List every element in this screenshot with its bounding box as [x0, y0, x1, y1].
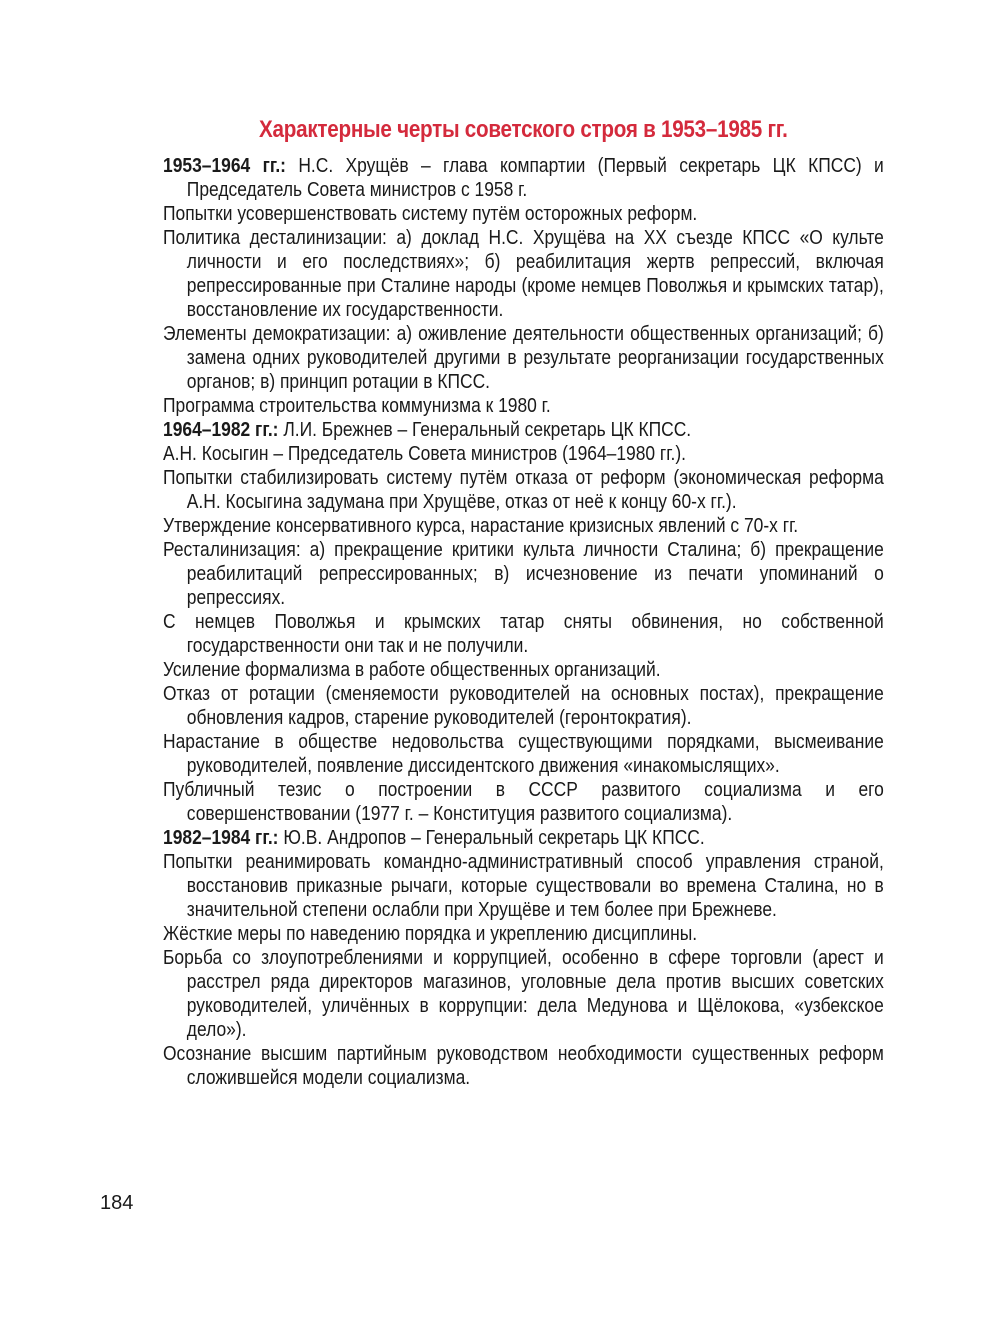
paragraph	[163, 394, 884, 418]
paragraph-text: Отказ от ротации (сменяемости руководителей на основных постах), прекращение обновления кадров, старение руководителей (геронтократия).	[163, 682, 884, 729]
paragraph	[163, 538, 884, 610]
paragraph-text: Ю.В. Андропов – Генеральный секретарь ЦК КПСС.	[278, 826, 705, 849]
paragraph-text: Публичный тезис о построении в СССР развитого социализма и его совершенствовании (1977 г. – Конституция развитого социализма).	[163, 778, 884, 825]
period-label: 1964–1982 гг.:	[163, 418, 279, 441]
paragraph-text: С немцев Поволжья и крымских татар сняты обвинения, но собственной государственности они так и не получили.	[163, 610, 884, 657]
paragraph-text: Попытки стабилизировать систему путём отказа от реформ (экономическая реформа А.Н. Косыгина задумана при Хрущёве, отказ от неё к концу 60-х гг.).	[163, 466, 884, 513]
paragraph	[163, 730, 884, 778]
period-label: 1982–1984 гг.:	[163, 826, 279, 849]
document-body	[163, 154, 884, 1090]
paragraph-text: Жёсткие меры по наведению порядка и укреплению дисциплины.	[163, 922, 698, 945]
period-label: 1953–1964 гг.:	[163, 154, 286, 177]
paragraph	[163, 418, 884, 442]
paragraph-text: Попытки усовершенствовать систему путём осторожных реформ.	[163, 202, 698, 225]
paragraph-text: Утверждение консервативного курса, нарастание кризисных явлений с 70-х гг.	[163, 514, 799, 537]
paragraph-text: А.Н. Косыгин – Председатель Совета министров (1964–1980 гг.).	[163, 442, 687, 465]
paragraph	[163, 322, 884, 394]
paragraph-text: Политика десталинизации: а) доклад Н.С. Хрущёва на XX съезде КПСС «О культе личности и его последствиях»; б) реабилитация жертв репрессий, включая репрессированные при Сталине народы (кроме немцев Поволжья и крымских татар), восстановление их государственности.	[163, 226, 884, 321]
paragraph	[163, 850, 884, 922]
paragraph-text: Л.И. Брежнев – Генеральный секретарь ЦК КПСС.	[278, 418, 692, 441]
paragraph	[163, 610, 884, 658]
paragraph-text: Нарастание в обществе недовольства существующими порядками, высмеивание руководителей, появление диссидентского движения «инакомыслящих».	[163, 730, 884, 777]
paragraph	[163, 202, 884, 226]
page-title-text: Характерные черты советского строя в 1953–1985 гг.	[259, 116, 788, 143]
paragraph-text: Попытки реанимировать командно-административный способ управления страной, восстановив приказные рычаги, которые существовали во времена Сталина, но в значительной степени ослабли при Хрущёве и тем более при Брежневе.	[163, 850, 884, 921]
paragraph	[163, 826, 884, 850]
page-title	[163, 116, 884, 144]
paragraph-text: Ресталинизация: а) прекращение критики культа личности Сталина; б) прекращение реабилитаций репрессированных; в) исчезновение из печати упоминаний о репрессиях.	[163, 538, 884, 609]
paragraph	[163, 658, 884, 682]
page-number: 184	[100, 1192, 134, 1214]
paragraph-text: Элементы демократизации: а) оживление деятельности общественных организаций; б) замена одних руководителей другими в результате реорганизации государственных органов; в) принцип ротации в КПСС.	[163, 322, 884, 393]
paragraph	[163, 1042, 884, 1090]
paragraph	[163, 226, 884, 322]
paragraph	[163, 922, 884, 946]
paragraph	[163, 466, 884, 514]
paragraph-text: Осознание высшим партийным руководством необходимости существенных реформ сложившейся модели социализма.	[163, 1042, 884, 1089]
paragraph	[163, 442, 884, 466]
paragraph	[163, 514, 884, 538]
paragraph	[163, 154, 884, 202]
paragraph	[163, 778, 884, 826]
paragraph-text: Борьба со злоупотреблениями и коррупцией, особенно в сфере торговли (арест и расстрел ряда директоров магазинов, уголовные дела против высших советских руководителей, уличённых в коррупции: дела Медунова и Щёлокова, «узбекское дело»).	[163, 946, 884, 1041]
paragraph	[163, 682, 884, 730]
paragraph	[163, 946, 884, 1042]
paragraph-text: Программа строительства коммунизма к 1980 г.	[163, 394, 551, 417]
paragraph-text: Усиление формализма в работе общественных организаций.	[163, 658, 661, 681]
paragraph-text: Н.С. Хрущёв – глава компартии (Первый секретарь ЦК КПСС) и Председатель Совета министров с 1958 г.	[186, 154, 884, 201]
